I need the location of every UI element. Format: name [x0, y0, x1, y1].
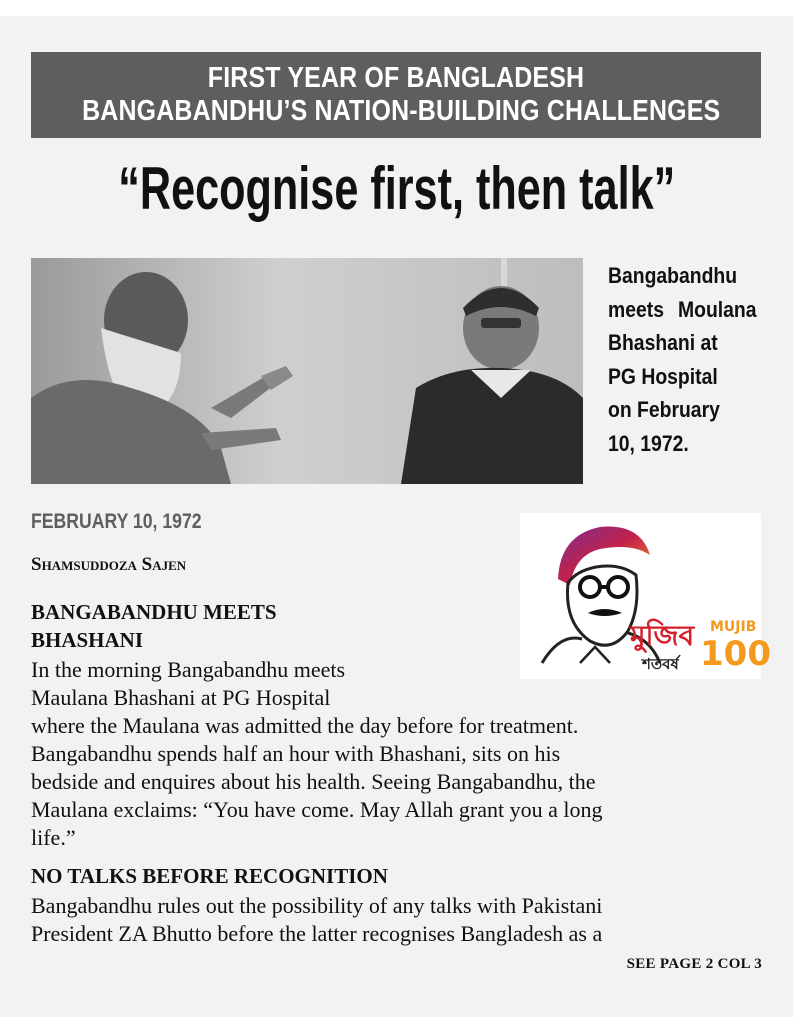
- logo-bengali-sub: শতবর্ষ: [642, 655, 679, 673]
- caption-line: Bangabandhu: [608, 263, 738, 288]
- section1-paragraph-top: [31, 656, 511, 712]
- logo-mujib: MUJIB: [710, 619, 757, 635]
- paragraph-line: bedside and enquires about his health. Seeing Bangabandhu, the: [31, 769, 596, 794]
- banner-line-2: BANGABANDHU’S NATION-BUILDING CHALLENGES: [82, 95, 721, 127]
- photo-illustration: [31, 258, 583, 484]
- mujib-portrait-logo-icon: [520, 513, 771, 679]
- paragraph-line: Maulana Bhashani at PG Hospital: [31, 685, 331, 710]
- section1-heading-line: BHASHANI: [31, 628, 144, 652]
- paragraph-line: In the morning Bangabandhu meets: [31, 657, 346, 682]
- caption-line: PG Hospital: [608, 363, 718, 389]
- paragraph-line: Maulana exclaims: “You have come. May Allah grant you a long: [31, 797, 603, 822]
- caption-line: on February: [608, 397, 720, 422]
- section2-paragraph: [31, 892, 766, 948]
- caption-line: Moulana: [677, 296, 757, 322]
- headline-text: “Recognise first, then talk”: [118, 155, 675, 222]
- section2-heading: NO TALKS BEFORE RECOGNITION: [31, 864, 388, 888]
- section-banner: [31, 52, 761, 138]
- dateline-text: FEBRUARY 10, 1972: [31, 510, 202, 533]
- banner-line-1: FIRST YEAR OF BANGLADESH: [207, 62, 585, 94]
- caption-line: 10, 1972.: [608, 430, 689, 456]
- caption-line: Bhashani at: [608, 330, 718, 355]
- paragraph-line: where the Maulana was admitted the day before for treatment.: [31, 713, 579, 738]
- continued-link[interactable]: SEE PAGE 2 COL 3: [626, 956, 762, 972]
- photo-caption: [608, 259, 778, 460]
- paragraph-line: life.”: [31, 825, 76, 850]
- dateline: [31, 510, 234, 534]
- logo-number: 100: [700, 634, 771, 674]
- paragraph-line: Bangabandhu spends half an hour with Bhashani, sits on his: [31, 741, 561, 766]
- section1-heading-line: BANGABANDHU MEETS: [31, 600, 277, 624]
- byline: Shamsuddoza Sajen: [31, 554, 187, 575]
- caption-line: meets: [608, 296, 664, 322]
- news-photo: [31, 258, 583, 484]
- paragraph-line: President ZA Bhutto before the latter recognises Bangladesh as a: [31, 921, 603, 946]
- paragraph-line: Bangabandhu rules out the possibility of any talks with Pakistani: [31, 893, 603, 918]
- section1-paragraph: [31, 712, 766, 852]
- section1-heading: [31, 598, 331, 654]
- headline: [0, 154, 793, 224]
- mujib-100-logo: [520, 513, 771, 679]
- logo-bengali-word: মুজিব: [630, 619, 695, 652]
